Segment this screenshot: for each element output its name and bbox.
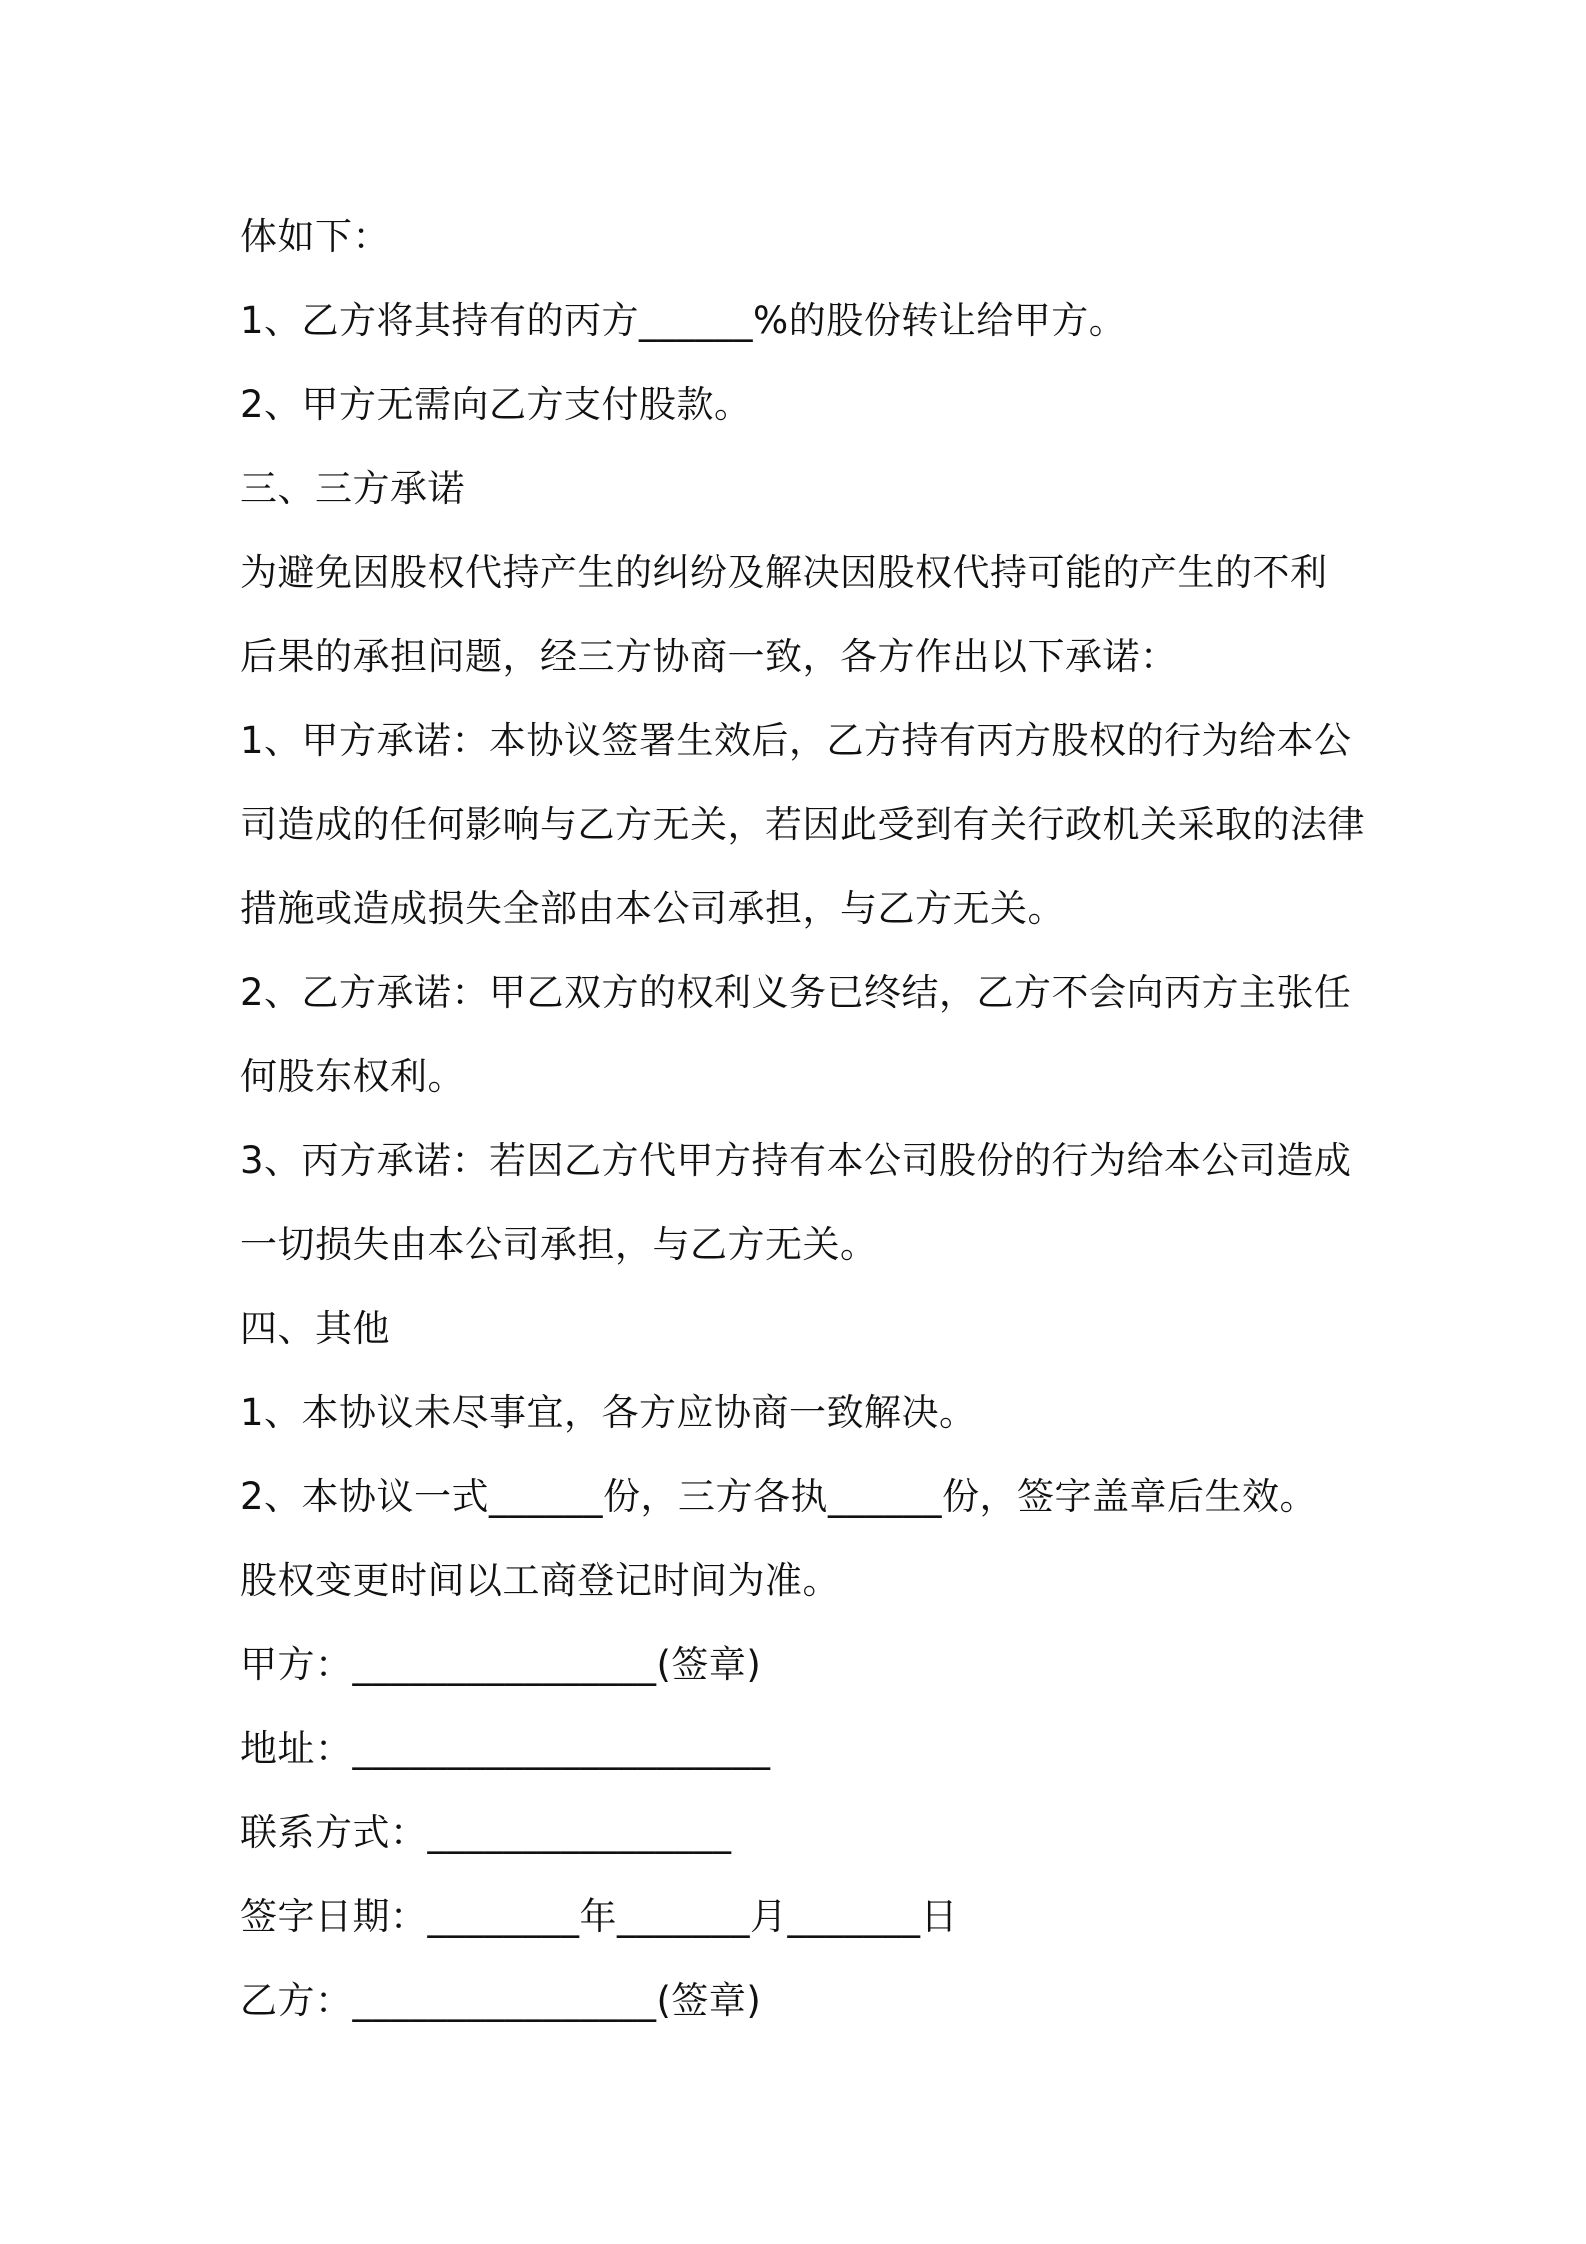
signature-party-b: 乙方：________________(签章)	[240, 1979, 762, 2022]
text-line: 后果的承担问题，经三方协商一致，各方作出以下承诺：	[240, 635, 1178, 678]
text-line: 何股东权利。	[240, 1055, 465, 1098]
text-line: 1、乙方将其持有的丙方______%的股份转让给甲方。	[240, 299, 1127, 342]
text-line: 措施或造成损失全部由本公司承担，与乙方无关。	[240, 887, 1065, 930]
signature-party-a: 甲方：________________(签章)	[240, 1643, 762, 1686]
text-line: 一切损失由本公司承担，与乙方无关。	[240, 1223, 878, 1266]
text-line: 2、甲方无需向乙方支付股款。	[240, 383, 752, 426]
text-line: 体如下：	[240, 215, 390, 258]
signing-date-field: 签字日期：________年_______月_______日	[240, 1895, 958, 1938]
section-heading: 三、三方承诺	[240, 467, 465, 510]
address-field: 地址：______________________	[240, 1727, 771, 1770]
document-body	[240, 195, 1365, 2043]
text-line: 1、本协议未尽事宜，各方应协商一致解决。	[240, 1391, 977, 1434]
text-line: 为避免因股权代持产生的纠纷及解决因股权代持可能的产生的不利	[240, 551, 1328, 594]
text-line: 司造成的任何影响与乙方无关，若因此受到有关行政机关采取的法律	[240, 803, 1365, 846]
section-heading: 四、其他	[240, 1307, 390, 1350]
text-line: 2、本协议一式______份，三方各执______份，签字盖章后生效。	[240, 1475, 1318, 1518]
text-line: 1、甲方承诺：本协议签署生效后，乙方持有丙方股权的行为给本公	[240, 719, 1352, 762]
text-line: 3、丙方承诺：若因乙方代甲方持有本公司股份的行为给本公司造成	[240, 1139, 1352, 1182]
text-line: 股权变更时间以工商登记时间为准。	[240, 1559, 840, 1602]
contact-field: 联系方式：________________	[240, 1811, 732, 1854]
text-line: 2、乙方承诺：甲乙双方的权利义务已终结，乙方不会向丙方主张任	[240, 971, 1352, 1014]
